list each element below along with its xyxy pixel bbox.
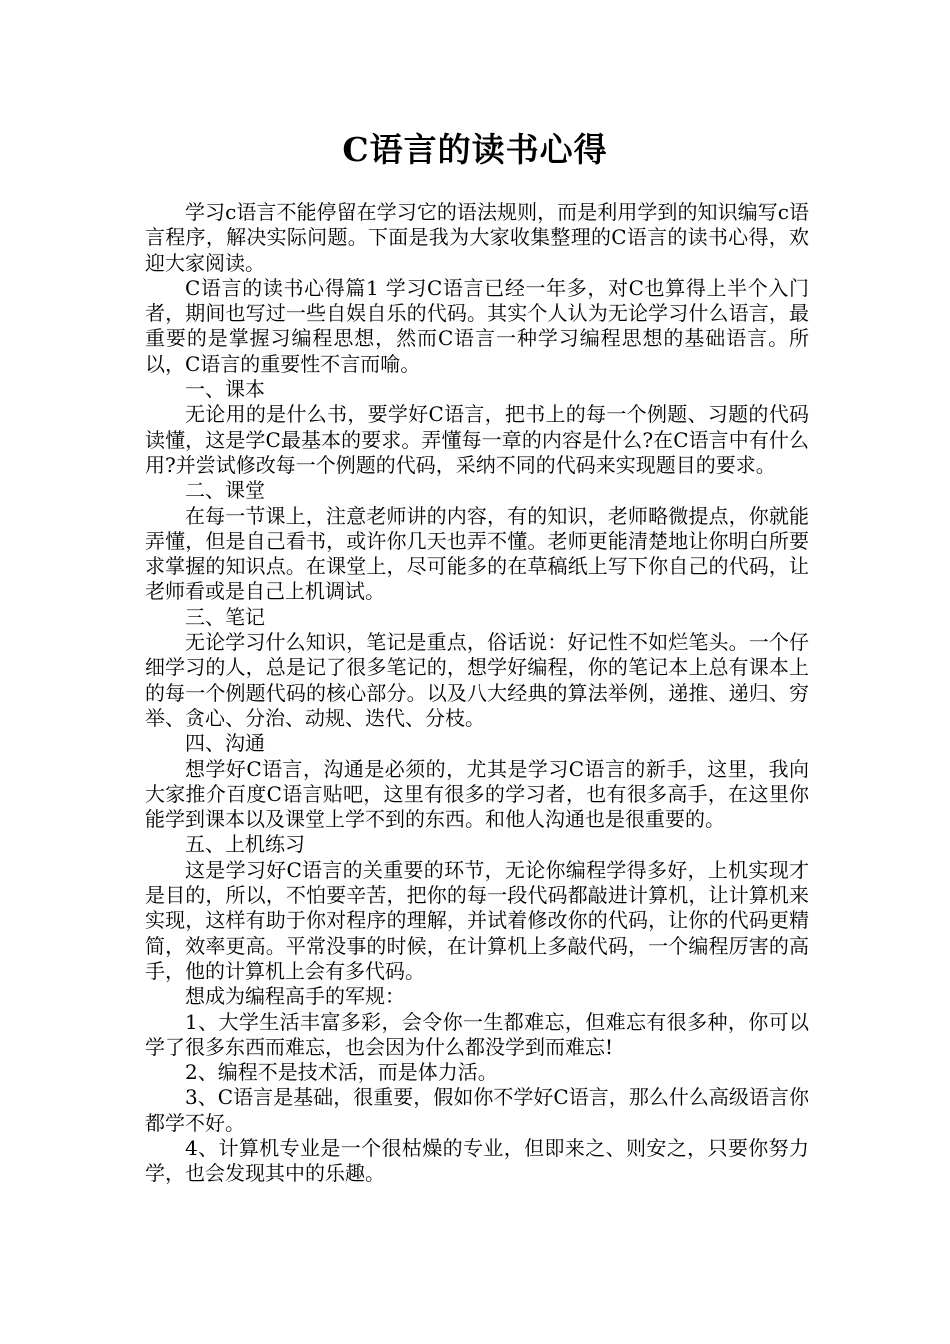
document-title: C语言的读书心得 <box>342 130 608 169</box>
paragraph-communication: 想学好C语言，沟通是必须的，尤其是学习C语言的新手，这里，我向大家推介百度C语言贴吧，这里有很多的学习者，也有很多高手，在这里你能学到课本以及课堂上学不到的东西。和他人沟通也是很重要的。 <box>145 756 809 832</box>
rule-item-3: 3、C语言是基础，很重要，假如你不学好C语言，那么什么高级语言你都学不好。 <box>145 1085 809 1135</box>
section-heading-practice: 五、上机练习 <box>185 832 305 857</box>
section-heading-classroom: 二、课堂 <box>185 478 265 503</box>
document-body <box>145 200 809 1187</box>
paragraph-notes: 无论学习什么知识，笔记是重点，俗话说：好记性不如烂笔头。一个仔细学习的人，总是记了很多笔记的，想学好编程，你的笔记本上总有课本上的每一个例题代码的核心部分。以及八大经典的算法举例，递推、递归、穷举、贪心、分治、动规、迭代、分枝。 <box>145 630 809 730</box>
paragraph-textbook: 无论用的是什么书，要学好C语言，把书上的每一个例题、习题的代码读懂，这是学C最基本的要求。弄懂每一章的内容是什么?在C语言中有什么用?并尝试修改每一个例题的代码，采纳不同的代码来实现题目的要求。 <box>145 402 809 477</box>
section-heading-communication: 四、沟通 <box>185 731 265 756</box>
paragraph-classroom: 在每一节课上，注意老师讲的内容，有的知识，老师略微提点，你就能弄懂，但是自己看书，或许你几天也弄不懂。老师更能清楚地让你明白所要求掌握的知识点。在课堂上，尽可能多的在草稿纸上写下你自己的代码，让老师看或是自己上机调试。 <box>145 503 809 604</box>
rule-item-2: 2、编程不是技术活，而是体力活。 <box>185 1060 498 1085</box>
section-heading-notes: 三、笔记 <box>185 604 265 629</box>
rules-heading: 想成为编程高手的军规： <box>185 984 405 1009</box>
intro-paragraph: 学习c语言不能停留在学习它的语法规则，而是利用学到的知识编写c语言程序，解决实际问题。下面是我为大家收集整理的C语言的读书心得，欢迎大家阅读。 <box>145 200 809 275</box>
rule-item-1: 1、大学生活丰富多彩，会令你一生都难忘，但难忘有很多种，你可以学了很多东西而难忘，也会因为什么都没学到而难忘! <box>145 1009 809 1059</box>
paragraph-practice: 这是学习好C语言的关重要的环节，无论你编程学得多好，上机实现才是目的，所以，不怕要辛苦，把你的每一段代码都敲进计算机，让计算机来实现，这样有助于你对程序的理解，并试着修改你的代码，让你的代码更精简，效率更高。平常没事的时候，在计算机上多敲代码，一个编程厉害的高手，他的计算机上会有多代码。 <box>145 857 809 983</box>
section-paragraph-1: C语言的读书心得篇1 学习C语言已经一年多，对C也算得上半个入门者，期间也写过一些自娱自乐的代码。其实个人认为无论学习什么语言，最重要的是掌握习编程思想，然而C语言一种学习编程思想的基础语言。所以，C语言的重要性不言而喻。 <box>145 275 809 376</box>
section-heading-textbook: 一、课本 <box>185 377 265 402</box>
rule-item-4: 4、计算机专业是一个很枯燥的专业，但即来之、则安之，只要你努力学，也会发现其中的乐趣。 <box>145 1135 809 1186</box>
